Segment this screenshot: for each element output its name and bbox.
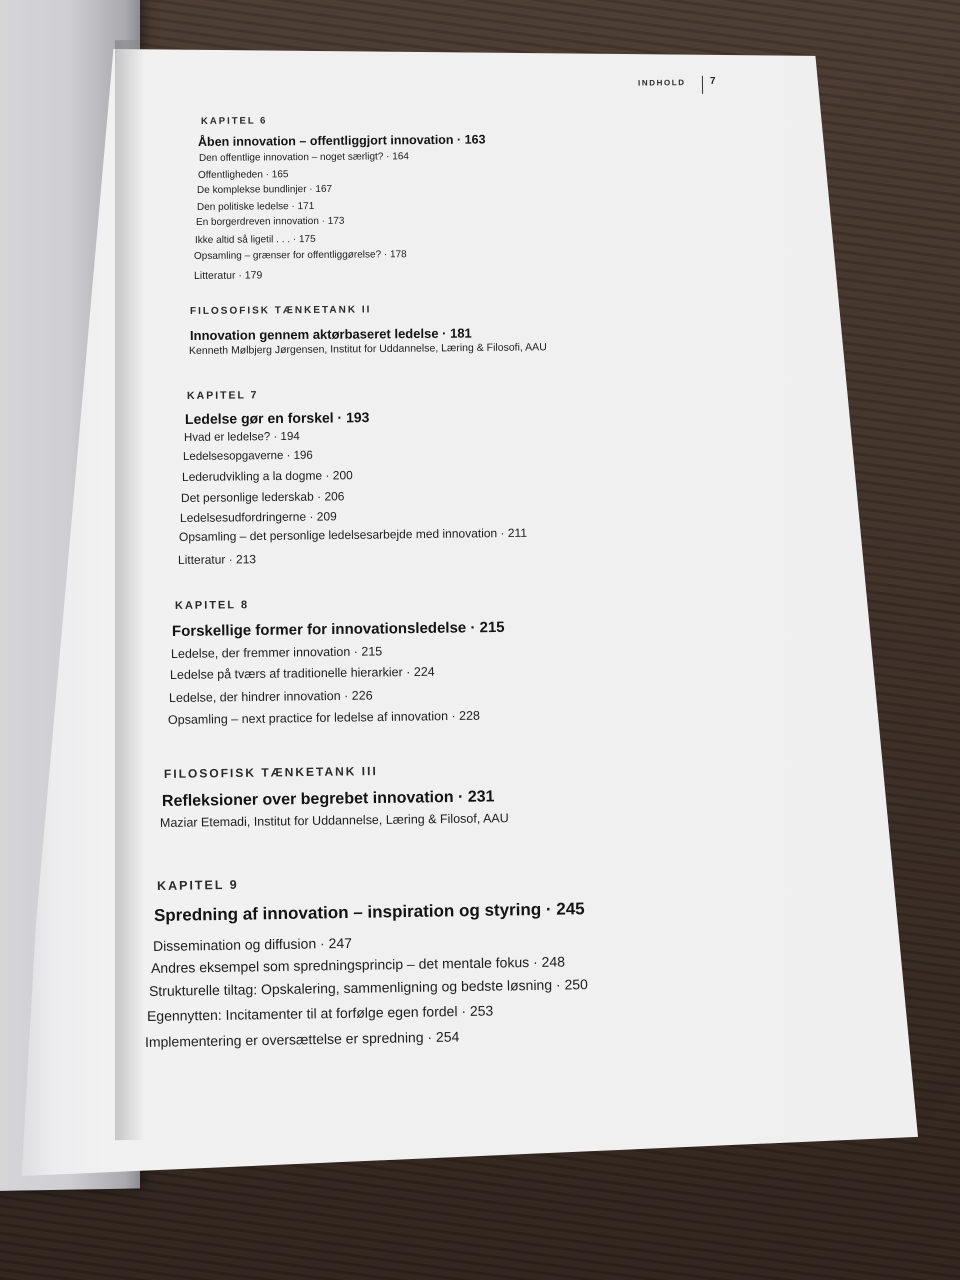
- toc-entry: Offentligheden · 165: [197, 169, 289, 181]
- toc-chapter-label: KAPITEL 6: [200, 115, 268, 127]
- toc-entry: Ledelse, der fremmer innovation · 215: [170, 644, 383, 661]
- toc-entry: Den politiske ledelse · 171: [196, 200, 315, 213]
- toc-entry: Den offentlige innovation – noget særligt? · 164: [198, 151, 410, 164]
- toc-entry: Strukturelle tiltag: Opskalering, sammenligning og bedste løsning · 250: [148, 976, 588, 999]
- toc-chapter-label: KAPITEL 7: [186, 389, 259, 402]
- toc-chapter-label: FILOSOFISK TÆNKETANK II: [189, 304, 372, 317]
- toc-author: Maziar Etemadi, Institut for Uddannelse, Læring & Filosof, AAU: [159, 811, 509, 830]
- toc-entry: Hvad er ledelse? · 194: [183, 430, 300, 444]
- toc-chapter-title: Refleksioner over begrebet innovation · 231: [161, 788, 495, 810]
- toc-chapter-label: KAPITEL 9: [156, 877, 239, 893]
- toc-entry: Andres eksempel som spredningsprincip – det mentale fokus · 248: [150, 953, 566, 976]
- toc-chapter-title: Ledelse gør en forskel · 193: [184, 409, 370, 427]
- toc-entry: De komplekse bundlinjer · 167: [196, 183, 333, 196]
- toc-author: Kenneth Mølbjerg Jørgensen, Institut for Uddannelse, Læring & Filosofi, AAU: [188, 341, 547, 357]
- header-page-number: 7: [709, 75, 716, 87]
- toc-entry: Ikke altid så ligetil . . . · 175: [194, 233, 316, 246]
- toc-entry: Litteratur · 213: [177, 552, 257, 567]
- toc-entry: Lederudvikling a la dogme · 200: [181, 468, 353, 484]
- toc-entry: Ledelse, der hindrer innovation · 226: [168, 688, 373, 705]
- toc-entry: Egennytten: Incitamenter til at forfølge egen fordel · 253: [146, 1002, 494, 1024]
- toc-entry: Dissemination og diffusion · 247: [152, 934, 353, 954]
- toc-chapter-title: Åben innovation – offentliggjort innovation · 163: [197, 132, 486, 149]
- toc-entry: Ledelsesudfordringerne · 209: [179, 509, 337, 525]
- toc-chapter-title: Innovation gennem aktørbaseret ledelse · 181: [189, 325, 472, 343]
- toc-entry: Implementering er oversættelse er spredning · 254: [144, 1028, 460, 1050]
- toc-entry: Litteratur · 179: [193, 269, 263, 282]
- toc-entry: Opsamling – grænser for offentliggørelse? · 178: [193, 249, 407, 262]
- toc-entry: Opsamling – det personlige ledelsesarbejde med innovation · 211: [178, 525, 528, 544]
- toc-entry: Opsamling – next practice for ledelse af innovation · 228: [167, 708, 481, 727]
- toc-chapter-title: Forskellige former for innovationsledelse · 215: [171, 618, 505, 640]
- toc-chapter-title: Spredning af innovation – inspiration og styring · 245: [153, 899, 585, 925]
- header-section-label: INDHOLD: [637, 78, 686, 88]
- toc-entry: Det personlige lederskab · 206: [180, 489, 345, 505]
- toc-chapter-label: FILOSOFISK TÆNKETANK III: [163, 764, 378, 781]
- toc-chapter-label: KAPITEL 8: [174, 599, 250, 612]
- toc-entry: En borgerdreven innovation · 173: [195, 215, 345, 228]
- toc-entry: Ledelse på tværs af traditionelle hierarkier · 224: [169, 664, 435, 682]
- toc-entry: Ledelsesopgaverne · 196: [182, 449, 313, 463]
